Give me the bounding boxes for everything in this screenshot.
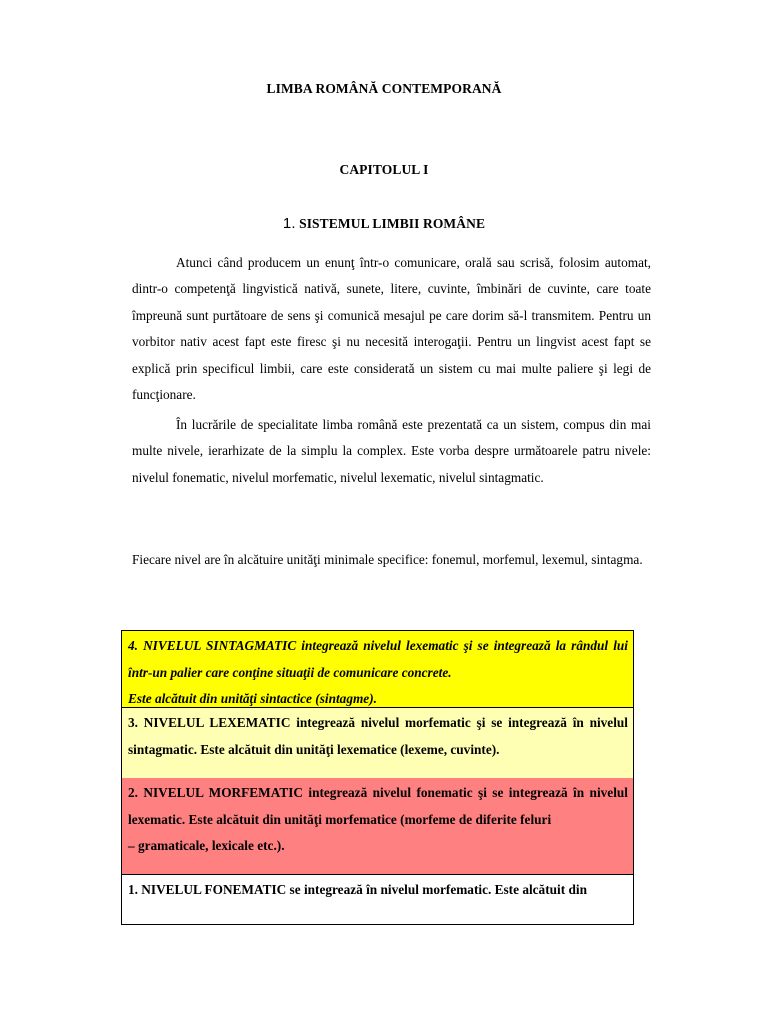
level-row-morfematic: [122, 778, 633, 875]
body-paragraph: [132, 250, 651, 408]
paragraph-text: Fiecare nivel are în alcătuire unităţi minimale specifice: fonemul, morfemul, lexemul, sintagma.: [132, 552, 643, 567]
section-number: 1.: [282, 215, 296, 232]
language-levels-table: [121, 630, 634, 925]
level-row-fonematic: [122, 875, 633, 924]
level-text: – gramaticale, lexicale etc.).: [128, 838, 285, 853]
level-text: 2. NIVELUL MORFEMATIC integrează nivelul fonematic şi se integrează în nivelul lexematic. Este alcătuit din unităţi morfematice (morfeme de diferite feluri: [128, 785, 628, 827]
body-paragraph: [132, 547, 651, 573]
level-text: 4. NIVELUL SINTAGMATIC integrează nivelul lexematic şi se integrează la rândul lui într-un palier care conţine situaţii de comunicare concrete.: [128, 638, 628, 680]
level-text: Este alcătuit din unităţi sintactice (sintagme).: [128, 691, 377, 706]
document-title: LIMBA ROMÂNĂ CONTEMPORANĂ: [266, 81, 502, 96]
level-text: 3. NIVELUL LEXEMATIC integrează nivelul morfematic şi se integrează în nivelul sintagmatic. Este alcătuit din unităţi lexematice (lexeme, cuvinte).: [128, 715, 628, 757]
paragraph-text: În lucrările de specialitate limba română este prezentată ca un sistem, compus din mai multe nivele, ierarhizate de la simplu la complex. Este vorba despre următoarele patru nivele: nivelul fonematic, nivelul morfematic, nivelul lexematic, nivelul sintagmatic.: [132, 417, 651, 485]
level-text: 1. NIVELUL FONEMATIC se integrează în nivelul morfematic. Este alcătuit din: [128, 882, 587, 897]
level-row-sintagmatic: [122, 631, 633, 708]
chapter-heading: CAPITOLUL I: [339, 162, 429, 177]
body-paragraph: [132, 412, 651, 491]
section-title-text: SISTEMUL LIMBII ROMÂNE: [299, 216, 486, 231]
section-heading: [0, 215, 768, 232]
paragraph-text: Atunci când producem un enunţ într-o comunicare, orală sau scrisă, folosim automat, dintr-o competenţă lingvistică nativă, sunete, litere, cuvinte, îmbinări de cuvinte, care toate împreună sunt purtătoare de sens şi comunică mesajul pe care dorim să-l transmitem. Pentru un vorbitor nativ acest fapt este firesc şi nu necesită interogaţii. Pentru un lingvist acest fapt se explică prin specificul limbii, care este considerată un sistem cu mai multe paliere şi legi de funcţionare.: [132, 255, 651, 403]
level-row-lexematic: [122, 708, 633, 778]
